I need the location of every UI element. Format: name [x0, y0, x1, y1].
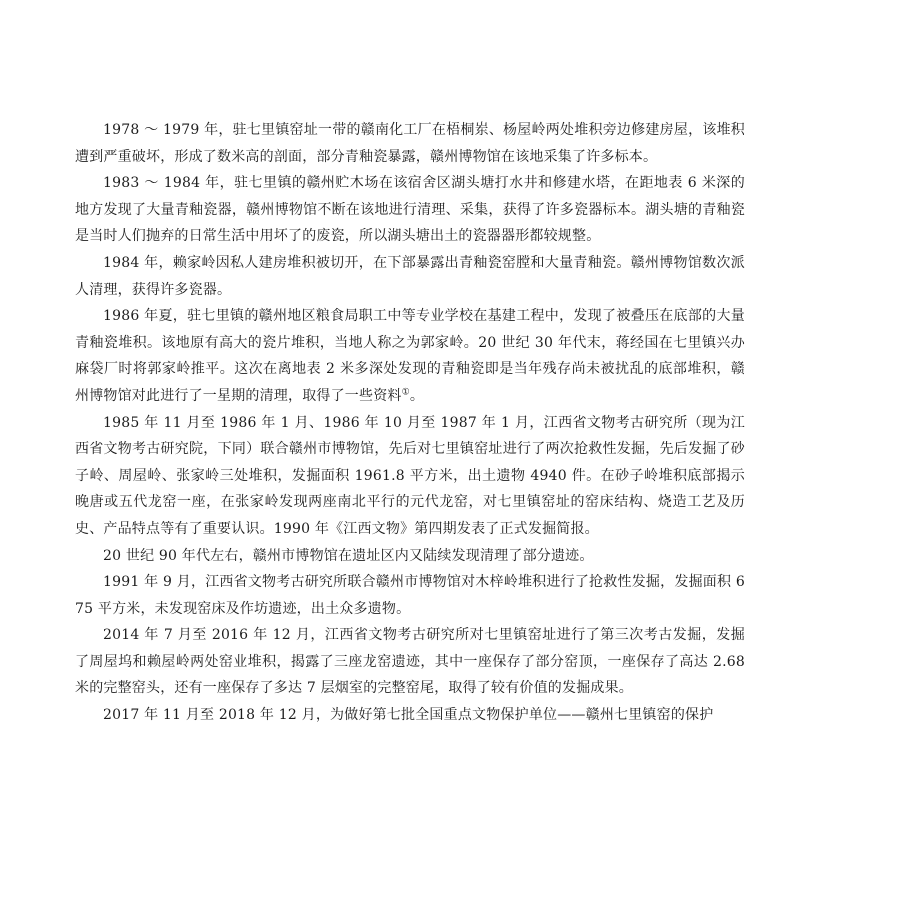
paragraph-1991: 1991 年 9 月，江西省文物考古研究所联合赣州市博物馆对木梓岭堆积进行了抢救性发掘，发掘面积 675 平方米，未发现窑床及作坊遗迹，出土众多遗物。: [75, 574, 745, 617]
paragraph-1985: 1985 年 11 月至 1986 年 1 月、1986 年 10 月至 1987 年 1 月，江西省文物考古研究所（现为江西省文物考古研究院，下同）联合赣州市博物馆，先后对七里镇窑址进行了两次抢救性发掘，先后发掘了砂子岭、周屋岭、张家岭三处堆积，发掘面积 1961.8 平方米，出土遗物 4940 件。在砂子岭堆积底部揭示晚唐或五代龙窑一座，在张家岭发现两座南北平行的元代龙窑，对七里镇窑址的窑床结构、烧造工艺及历史、产品特点等有了重要认识。1990 年《江西文物》第四期发表了正式发掘简报。: [75, 414, 745, 537]
footnote-reference[interactable]: ①: [401, 387, 410, 398]
document-page: [75, 117, 745, 729]
paragraph-1984: 1984 年，赖家岭因私人建房堆积被切开，在下部暴露出青釉瓷窑膛和大量青釉瓷。赣州博物馆数次派人清理，获得许多瓷器。: [75, 254, 745, 298]
paragraph-1978: 1978 ～ 1979 年，驻七里镇窑址一带的赣南化工厂在梧桐岽、杨屋岭两处堆积旁边修建房屋，该堆积遭到严重破坏，形成了数米高的剖面，部分青釉瓷暴露，赣州博物馆在该地采集了许多标本。: [75, 122, 745, 165]
paragraph-1986-text: 1986 年夏，驻七里镇的赣州地区粮食局职工中等专业学校在基建工程中，发现了被叠压在底部的大量青釉瓷堆积。该地原有高大的瓷片堆积，当地人称之为郭家岭。20 世纪 30 年代末，蒋经国在七里镇兴办麻袋厂时将郭家岭推平。这次在离地表 2 米多深处发现的青釉瓷即是当年残存尚未被扰乱的底部堆积，赣州博物馆对此进行了一星期的清理，取得了一些资料: [75, 308, 745, 404]
paragraph-1990s: 20 世纪 90 年代左右，赣州市博物馆在遗址区内又陆续发现清理了部分遗迹。: [103, 547, 594, 564]
paragraph-2014: 2014 年 7 月至 2016 年 12 月，江西省文物考古研究所对七里镇窑址进行了第三次考古发掘，发掘了周屋坞和赖屋岭两处窑业堆积，揭露了三座龙窑遗迹，其中一座保存了部分窑顶，一座保存了高达 2.68 米的完整窑头，还有一座保存了多达 7 层烟室的完整窑尾，取得了较有价值的发掘成果。: [75, 627, 745, 697]
paragraph-1986-end: 。: [409, 387, 425, 404]
paragraph-1986: [75, 303, 745, 409]
paragraph-1983: 1983 ～ 1984 年，驻七里镇的赣州贮木场在该宿舍区湖头塘打水井和修建水塔，在距地表 6 米深的地方发现了大量青釉瓷器，赣州博物馆不断在该地进行清理、采集，获得了许多瓷器标本。湖头塘的青釉瓷是当时人们抛弃的日常生活中用坏了的废瓷，所以湖头塘出土的瓷器器形都较规整。: [75, 175, 745, 245]
paragraph-2017: 2017 年 11 月至 2018 年 12 月，为做好第七批全国重点文物保护单位——赣州七里镇窑的保护: [103, 707, 714, 724]
